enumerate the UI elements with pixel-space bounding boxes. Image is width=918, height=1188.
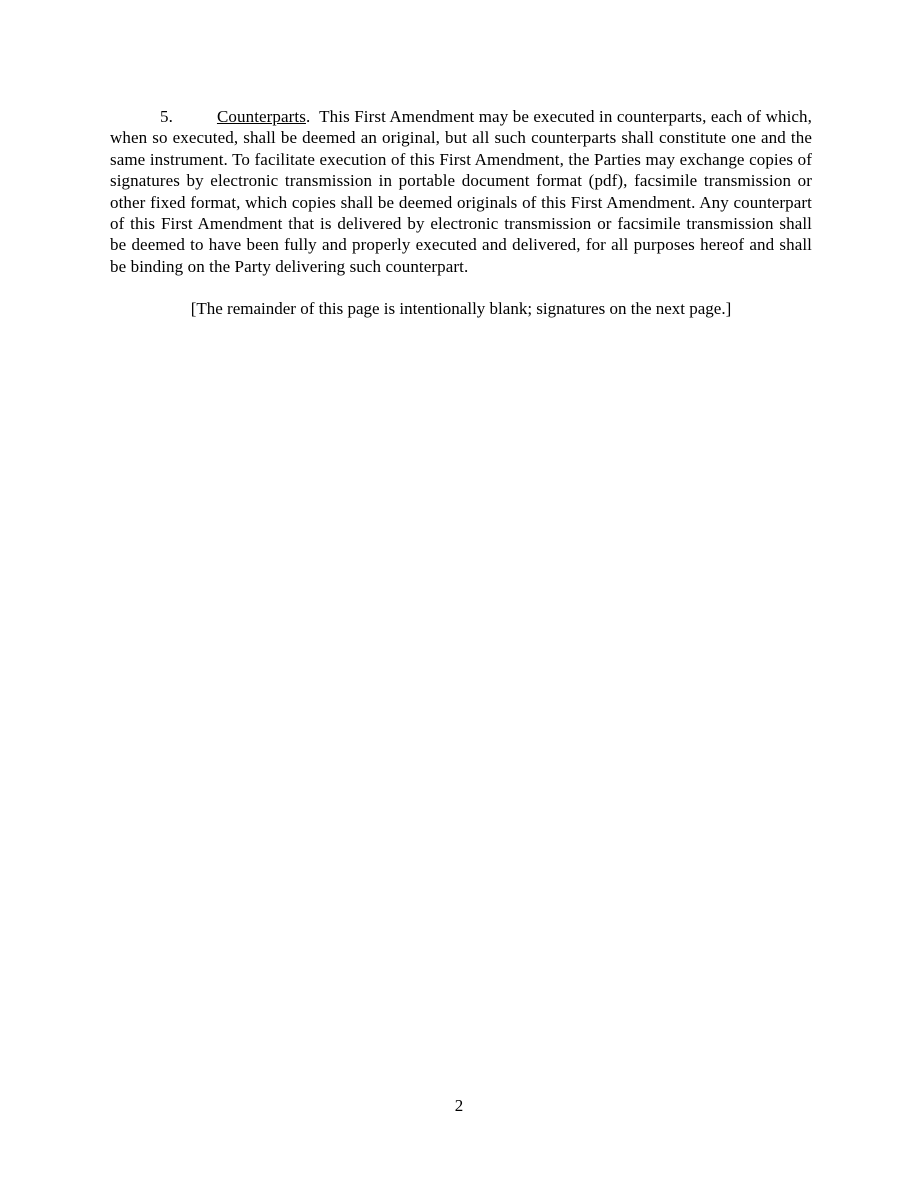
section-heading-period: .: [305, 107, 311, 126]
section-paragraph: [110, 106, 812, 277]
section-body-text: This First Amendment may be executed in counterparts, each of which, when so executed, shall be deemed an original, but all such counterparts shall constitute one and the same instrument. To facilitate execution of this First Amendment, the Parties may exchange copies of signatures by electronic transmission in portable document format (pdf), facsimile transmission or other fixed format, which copies shall be deemed originals of this First Amendment. Any counterpart of this First Amendment that is delivered by electronic transmission or facsimile transmission shall be deemed to have been fully and properly executed and delivered, for all purposes hereof and shall be binding on the Party delivering such counterpart.: [110, 107, 812, 276]
page-number: 2: [454, 1096, 464, 1115]
page-content: [110, 106, 812, 320]
placeholder-note: [The remainder of this page is intentionally blank; signatures on the next page.]: [190, 299, 732, 319]
section-number: 5.: [160, 107, 173, 126]
section-heading: Counterparts: [216, 107, 306, 126]
